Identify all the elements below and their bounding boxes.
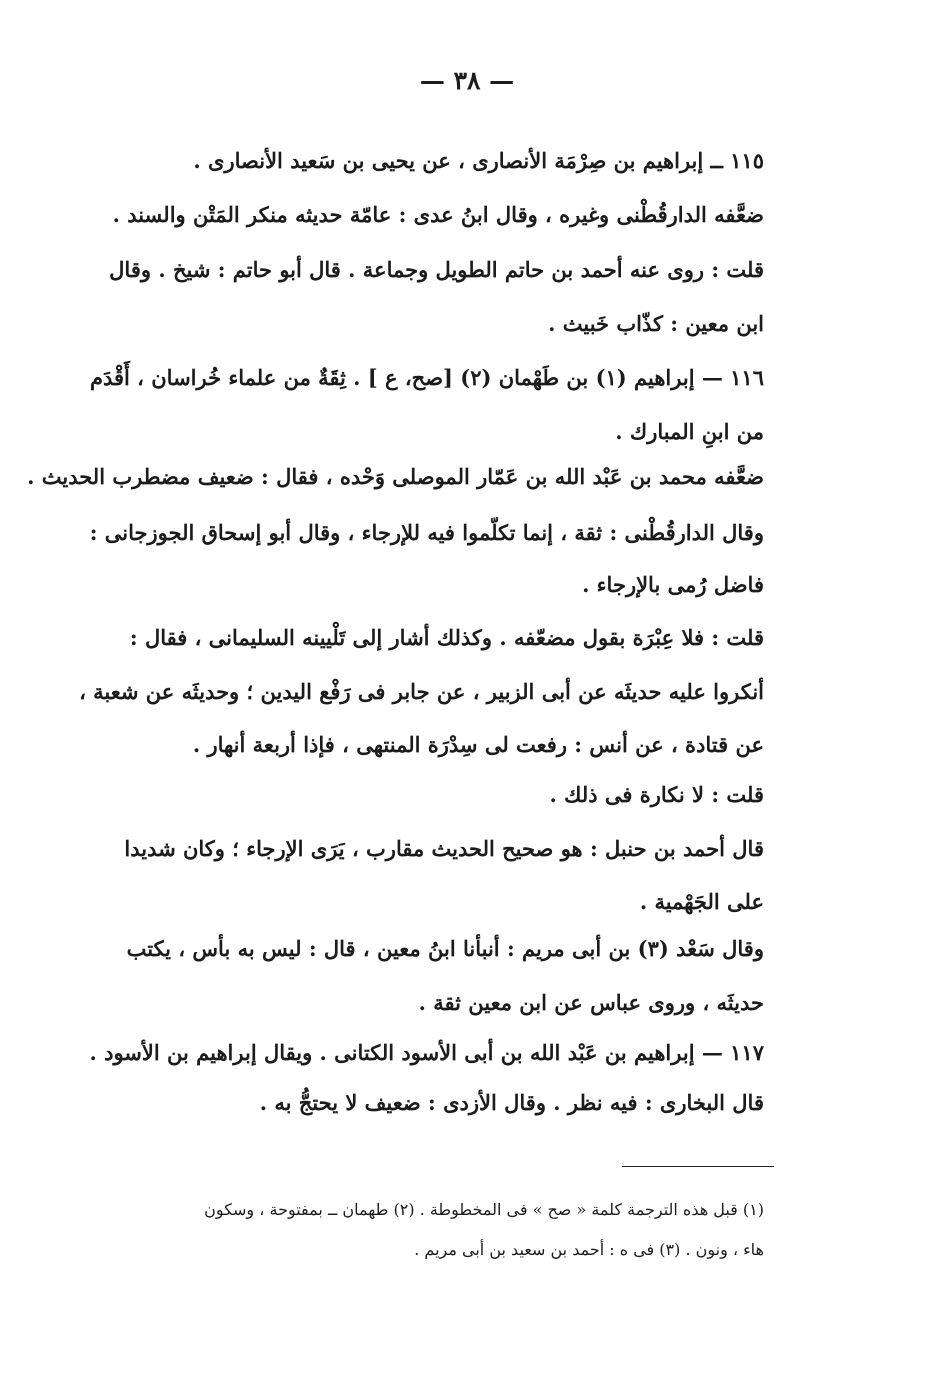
entry-116-line-1: ١١٦ — إبراهيم (١) بن طَهْمان (٢) [صح، ع ] . ثِقَةٌ من علماء خُراسان ، أَقْدَم [89,365,764,390]
entry-116-line-13: حديثَه ، وروى عباس عن ابن معين ثقة . [418,990,764,1015]
entry-116-line-12: وقال سَعْد (٣) بن أبى مريم : أنبأنا ابنُ معين ، قال : ليس به بأس ، يكتب [126,936,764,961]
entry-115-line-2: ضعَّفه الدارقُطْنى وغيره ، وقال ابنُ عدى : عامّة حديثه منكر المَتْن والسند . [112,202,764,227]
footnote-line-1: (١) قبل هذه الترجمة كلمة « صح » فى المخطوطة . (٢) طهمان ــ بمفتوحة ، وسكون [204,1200,764,1219]
footnote-line-2: هاء ، ونون . (٣) فى ه : أحمد بن سعيد بن أبى مريم . [414,1240,764,1259]
entry-116-line-9: قلت : لا نكارة فى ذلك . [549,782,764,807]
entry-116-line-5: فاضل رُمى بالإرجاء . [582,572,764,597]
entry-116-line-2: من ابنِ المبارك . [615,419,764,444]
entry-116-line-4: وقال الدارقُطْنى : ثقة ، إنما تكلّموا فيه للإرجاء ، وقال أبو إسحاق الجوزجانى : [89,520,764,545]
entry-117-line-2: قال البخارى : فيه نظر . وقال الأزدى : ضعيف لا يحتجُّ به . [259,1090,764,1115]
entry-117-line-1: ١١٧ — إبراهيم بن عَبْد الله بن أبى الأسود الكتانى . ويقال إبراهيم بن الأسود . [89,1040,764,1065]
entry-115-line-4: ابن معين : كذّاب خَبيث . [548,311,764,336]
entry-115-line-1: ١١٥ ــ إبراهيم بن صِرْمَة الأنصارى ، عن يحيى بن سَعيد الأنصارى . [193,148,764,173]
entry-116-line-3: ضعَّفه محمد بن عَبْد الله بن عَمّار الموصلى وَحْده ، فقال : ضعيف مضطرب الحديث . [27,464,764,489]
entry-115-line-3: قلت : روى عنه أحمد بن حاتم الطويل وجماعة . قال أبو حاتم : شيخ . وقال [109,257,764,282]
footnote-divider [622,1166,774,1167]
page-number: — ٣٨ — [419,66,515,95]
entry-116-line-8: عن قتادة ، عن أنس : رفعت لى سِدْرَة المنتهى ، فإذا أربعة أنهار . [192,732,764,757]
entry-116-line-10: قال أحمد بن حنبل : هو صحيح الحديث مقارب ، يَرَى الإرجاء ؛ وكان شديدا [124,836,764,861]
entry-116-line-11: على الجَهْمية . [639,889,764,914]
entry-116-line-7: أنكروا عليه حديثَه عن أبى الزبير ، عن جابر فى رَفْع اليدين ؛ وحديثَه عن شعبة ، [79,679,764,704]
entry-116-line-6: قلت : فلا عِبْرَة بقول مضعّفه . وكذلك أشار إلى تَلْيينه السليمانى ، فقال : [129,625,764,650]
